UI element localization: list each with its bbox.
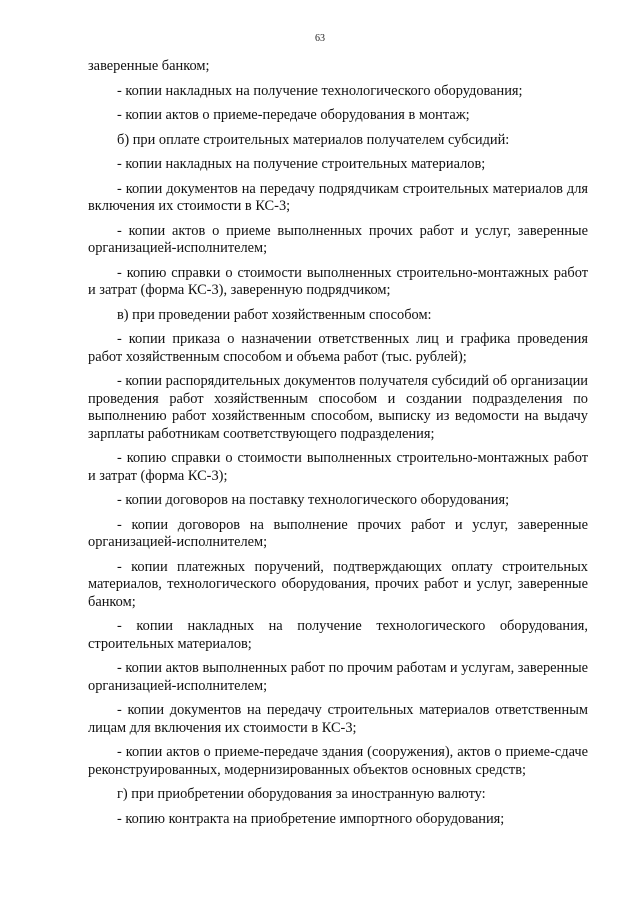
paragraph: - копии приказа о назначении ответственных лиц и графика проведения работ хозяйственным способом и объема работ (тыс. рублей); — [88, 331, 588, 365]
document-body — [88, 58, 588, 828]
paragraph: - копии актов о приеме-передаче оборудования в монтаж; — [117, 107, 470, 123]
paragraph: б) при оплате строительных материалов получателем субсидий: — [117, 131, 510, 148]
paragraph: - копию справки о стоимости выполненных строительно-монтажных работ и затрат (форма КС-3); — [88, 450, 588, 484]
paragraph: в) при проведении работ хозяйственным способом: — [117, 306, 432, 323]
paragraph: - копии документов на передачу подрядчикам строительных материалов для включения их стоимости в КС-3; — [88, 180, 588, 214]
paragraph: г) при приобретении оборудования за иностранную валюту: — [117, 786, 486, 802]
paragraph: - копию контракта на приобретение импортного оборудования; — [117, 810, 505, 827]
page-number: 63 — [315, 33, 325, 44]
paragraph: - копии распорядительных документов получателя субсидий об организации проведения работ хозяйственным способом и создании подразделения по выполнению работ хозяйственным способом, выписку из ведомости на выдачу зарплаты работникам соответствующего подразделения; — [88, 373, 588, 442]
paragraph: - копии накладных на получение технологического оборудования; — [117, 82, 523, 99]
paragraph: - копии накладных на получение технологического оборудования, строительных материалов; — [88, 618, 588, 652]
paragraph: - копии актов выполненных работ по прочим работам и услугам, заверенные организацией-исполнителем; — [88, 660, 588, 694]
paragraph: - копии платежных поручений, подтверждающих оплату строительных материалов, технологического оборудования, прочих работ и услуг, заверенные банком; — [88, 558, 588, 610]
paragraph: - копии актов о приеме выполненных прочих работ и услуг, заверенные организацией-исполнителем; — [88, 222, 588, 256]
paragraph: - копии договоров на выполнение прочих работ и услуг, заверенные организацией-исполнителем; — [88, 516, 588, 550]
paragraph: - копии договоров на поставку технологического оборудования; — [117, 492, 510, 508]
paragraph: заверенные банком; — [88, 58, 210, 74]
paragraph: - копии накладных на получение строительных материалов; — [117, 156, 486, 172]
paragraph: - копии актов о приеме-передаче здания (сооружения), актов о приеме-сдаче реконструированных, модернизированных объектов основных средств; — [88, 744, 588, 778]
paragraph: - копию справки о стоимости выполненных строительно-монтажных работ и затрат (форма КС-3), заверенную подрядчиком; — [88, 264, 588, 298]
paragraph: - копии документов на передачу строительных материалов ответственным лицам для включения их стоимости в КС-3; — [88, 702, 588, 736]
